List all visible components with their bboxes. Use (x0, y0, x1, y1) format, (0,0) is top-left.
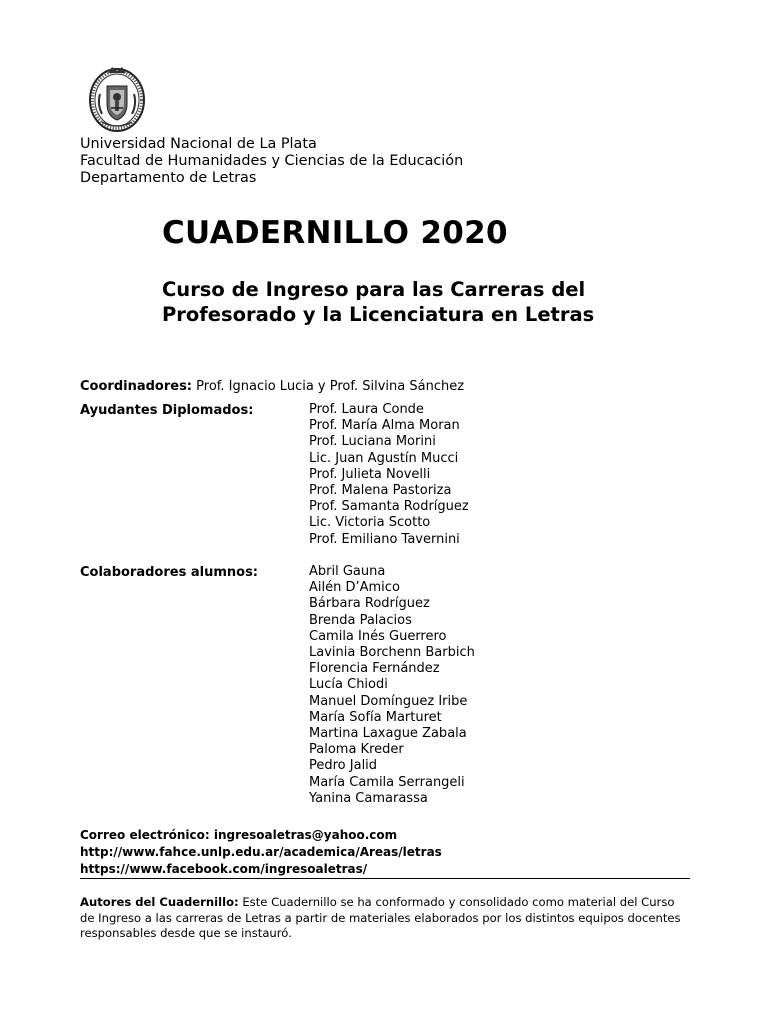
email-line[interactable]: Correo electrónico: ingresoaletras@yahoo.com (80, 828, 398, 842)
list-item: Lucía Chiodi (309, 677, 388, 693)
subtitle-line-1: Curso de Ingreso para las Carreras del (162, 278, 586, 301)
university-seal (88, 64, 146, 134)
subtitle-line-2: Profesorado y la Licenciatura en Letras (162, 303, 595, 326)
faculty-name: Facultad de Humanidades y Ciencias de la Educación (80, 153, 464, 169)
list-item: Pedro Jalid (309, 758, 378, 774)
list-item: Manuel Domínguez Iribe (309, 693, 468, 709)
university-seal-icon (88, 64, 146, 134)
list-item: María Camila Serrangeli (309, 774, 465, 790)
list-item: Yanina Camarassa (309, 790, 428, 806)
document-title: CUADERNILLO 2020 (162, 215, 508, 251)
coordinators-names: Prof. Ignacio Lucia y Prof. Silvina Sánchez (196, 379, 465, 394)
list-item: Prof. Samanta Rodríguez (309, 499, 469, 515)
list-item: Lic. Victoria Scotto (309, 515, 431, 531)
assistants-label: Ayudantes Diplomados: (80, 403, 254, 418)
list-item: Florencia Fernández (309, 661, 440, 677)
institution-header (80, 136, 463, 187)
authors-label: Autores del Cuadernillo: (80, 895, 239, 909)
divider (80, 878, 690, 879)
list-item: Prof. Emiliano Tavernini (309, 531, 460, 547)
list-item: Prof. Luciana Morini (309, 434, 436, 450)
document-subtitle (162, 277, 594, 327)
list-item: Paloma Kreder (309, 742, 404, 758)
list-item: Prof. Julieta Novelli (309, 466, 431, 482)
student-collaborators-label: Colaboradores alumnos: (80, 565, 259, 580)
assistants-list (309, 402, 469, 548)
contact-block (80, 827, 442, 878)
list-item: Abril Gauna (309, 564, 386, 579)
list-item: Prof. Malena Pastoriza (309, 483, 452, 499)
student-collaborators-list (309, 564, 475, 807)
list-item: Ailén D’Amico (309, 580, 400, 596)
facebook-link[interactable]: https://www.facebook.com/ingresoaletras/ (80, 862, 368, 876)
authors-note (80, 895, 690, 942)
list-item: Lic. Juan Agustín Mucci (309, 450, 459, 466)
department-name: Departamento de Letras (80, 170, 257, 186)
list-item: Prof. María Alma Moran (309, 418, 460, 434)
list-item: Bárbara Rodríguez (309, 596, 430, 612)
university-name: Universidad Nacional de La Plata (80, 136, 317, 152)
list-item: María Sofía Marturet (309, 709, 442, 725)
list-item: Lavinia Borchenn Barbich (309, 645, 475, 661)
list-item: Brenda Palacios (309, 612, 412, 628)
coordinators-label: Coordinadores: (80, 379, 193, 394)
authors-text: Este Cuadernillo se ha conformado y consolidado como material del Curso de Ingreso a las carreras de Letras a partir de materiales elaborados por los distintos equipos docentes responsables desde que se instauró. (80, 895, 681, 940)
list-item: Camila Inés Guerrero (309, 628, 447, 644)
coordinators-row (80, 379, 464, 394)
list-item: Martina Laxague Zabala (309, 726, 467, 742)
list-item: Prof. Laura Conde (309, 402, 424, 417)
website-link[interactable]: http://www.fahce.unlp.edu.ar/academica/Areas/letras (80, 845, 442, 859)
